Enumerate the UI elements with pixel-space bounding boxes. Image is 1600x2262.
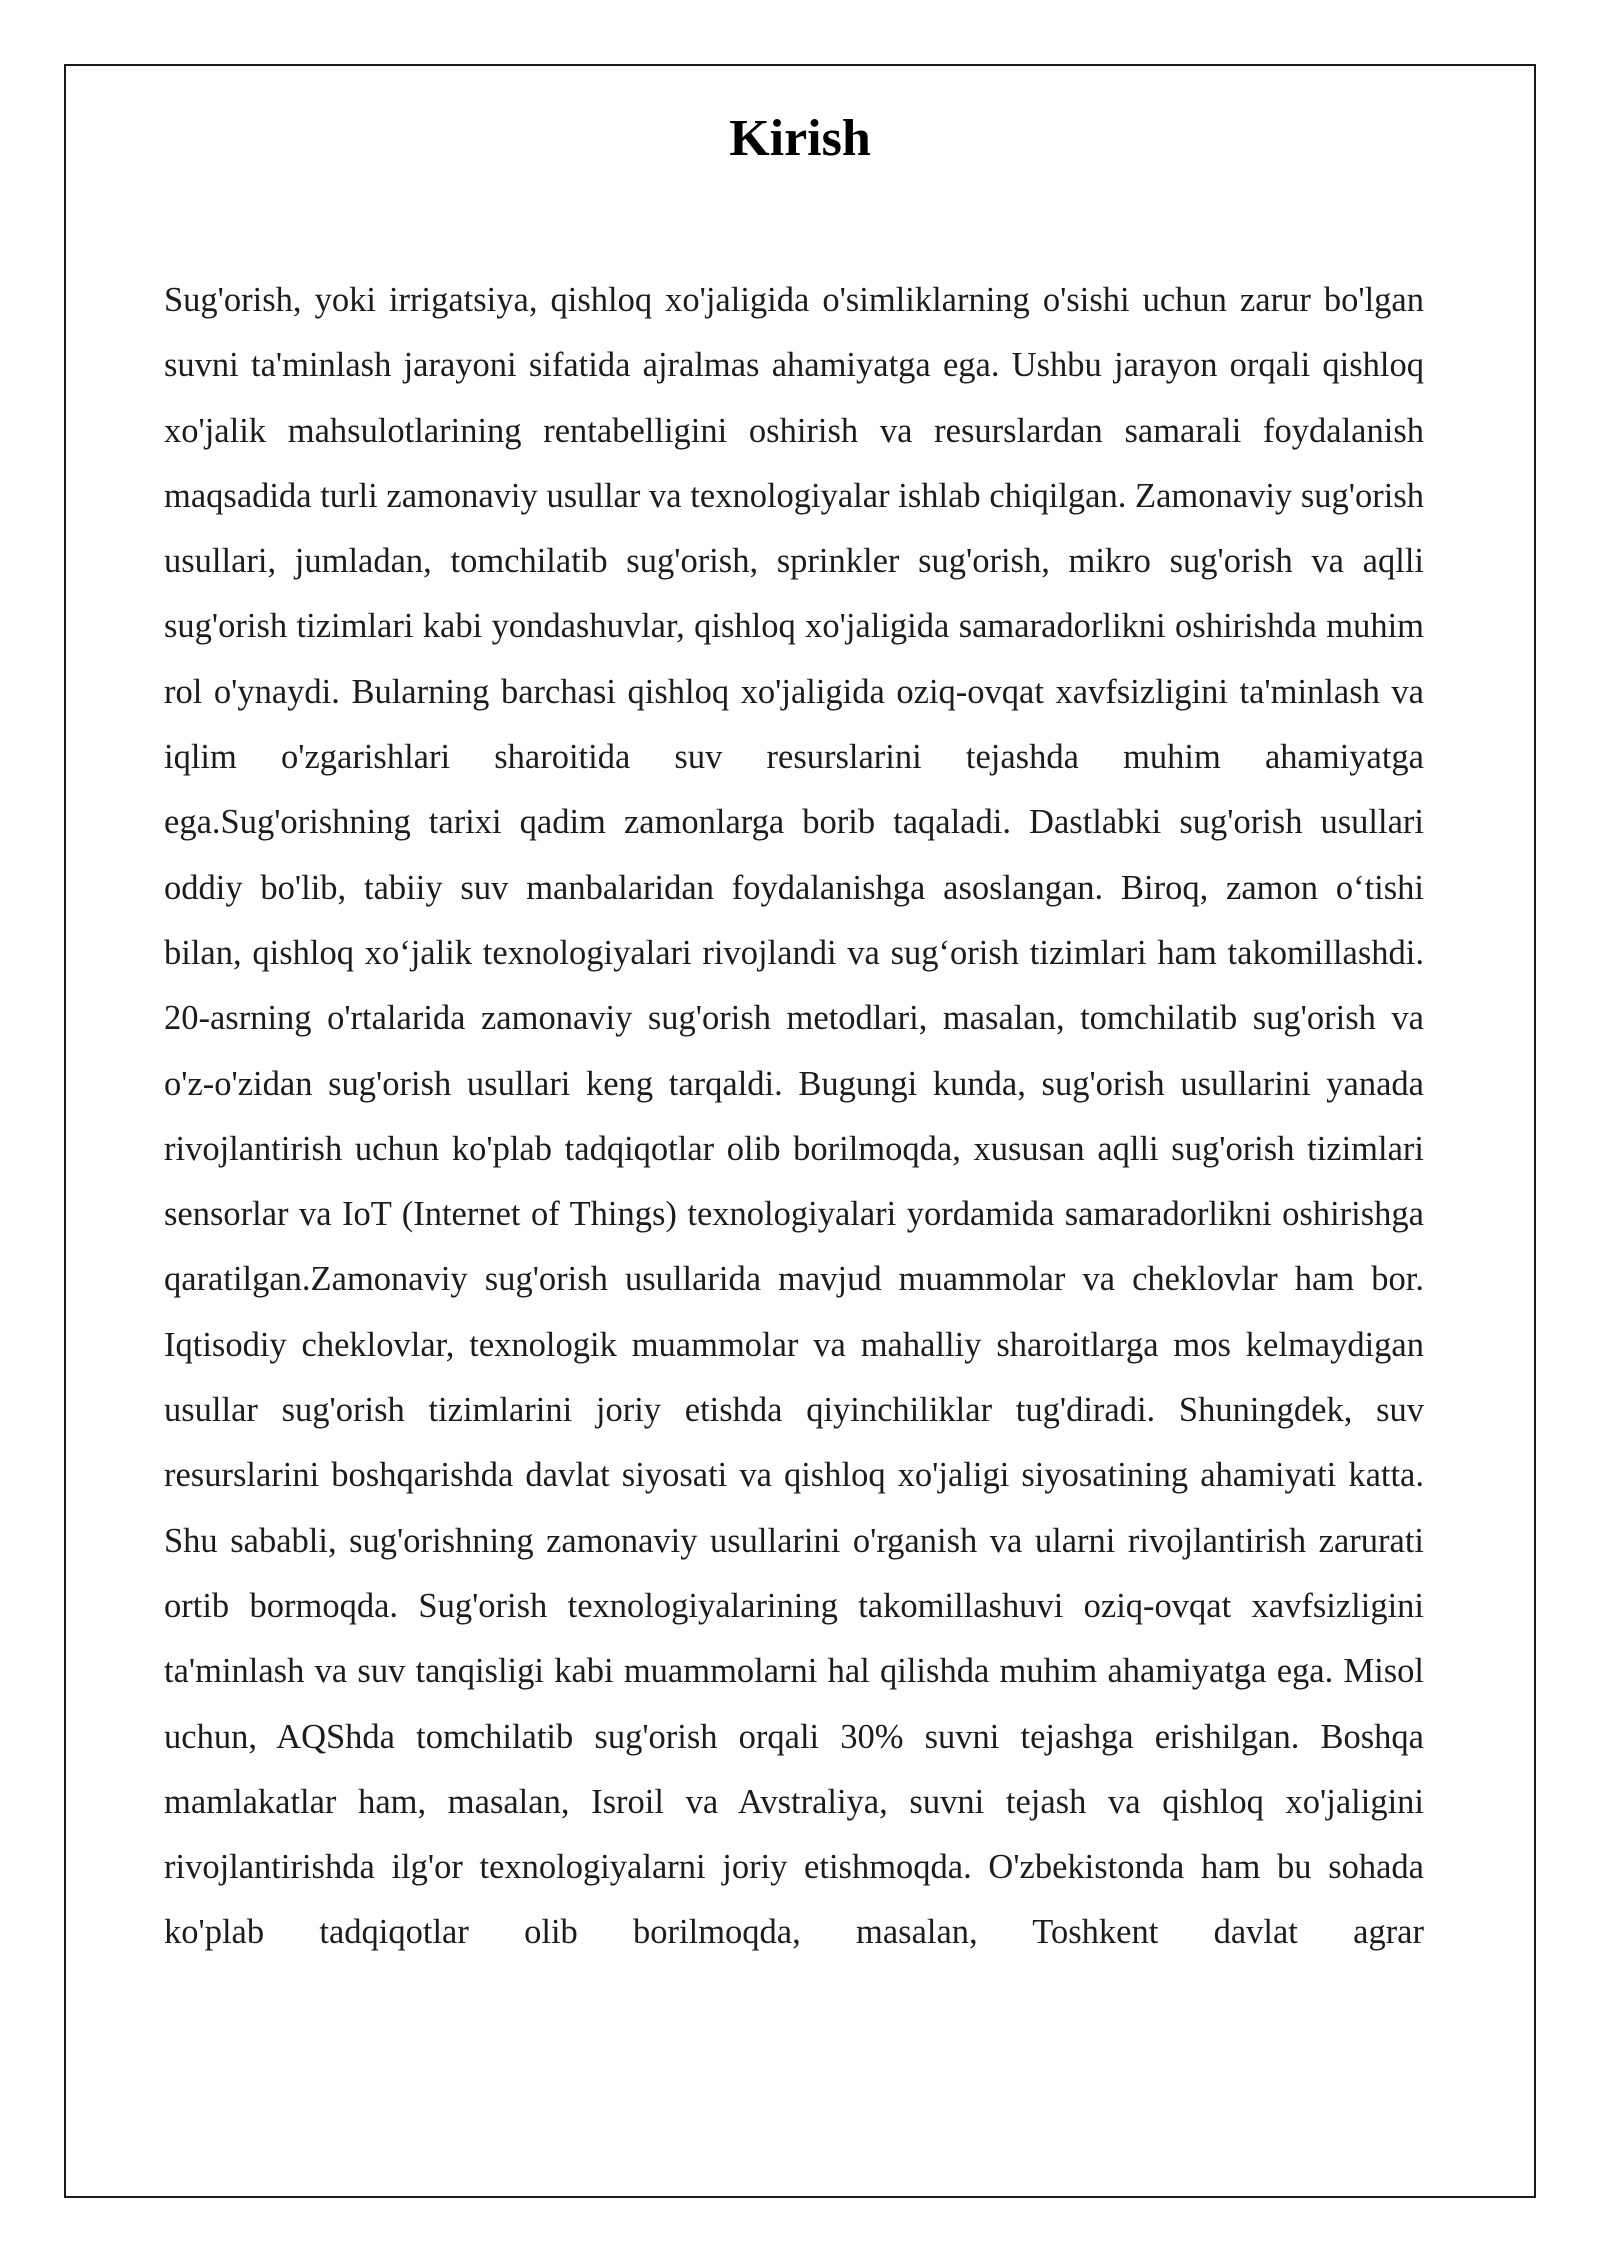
body-paragraph: Sug'orish, yoki irrigatsiya, qishloq xo'jaligida o'simliklarning o'sishi uchun zarur bo'lgan suvni ta'minlash jarayoni sifatida ajralmas ahamiyatga ega. Ushbu jarayon orqali qishloq xo'jalik mahsulotlarining rentabelligini oshirish va resurslardan samarali foydalanish maqsadida turli zamonaviy usullar va texnologiyalar ishlab chiqilgan. Zamonaviy sug'orish usullari, jumladan, tomchilatib sug'orish, sprinkler sug'orish, mikro sug'orish va aqlli sug'orish tizimlari kabi yondashuvlar, qishloq xo'jaligida samaradorlikni oshirishda muhim rol o'ynaydi. Bularning barchasi qishloq xo'jaligida oziq-ovqat xavfsizligini ta'minlash va iqlim o'zgarishlari sharoitida suv resurslarini tejashda muhim ahamiyatga ega.Sug'orishning tarixi qadim zamonlarga borib taqaladi. Dastlabki sug'orish usullari oddiy bo'lib, tabiiy suv manbalaridan foydalanishga asoslangan. Biroq, zamon o‘tishi bilan, qishloq xo‘jalik texnologiyalari rivojlandi va sug‘orish tizimlari ham takomillashdi. 20-asrning o'rtalarida zamonaviy sug'orish metodlari, masalan, tomchilatib sug'orish va o'z-o'zidan sug'orish usullari keng tarqaldi. Bugungi kunda, sug'orish usullarini yanada rivojlantirish uchun ko'plab tadqiqotlar olib borilmoqda, xususan aqlli sug'orish tizimlari sensorlar va IoT (Internet of Things) texnologiyalari yordamida samaradorlikni oshirishga qaratilgan.Zamonaviy sug'orish usullarida mavjud muammolar va cheklovlar ham bor. Iqtisodiy cheklovlar, texnologik muammolar va mahalliy sharoitlarga mos kelmaydigan usullar sug'orish tizimlarini joriy etishda qiyinchiliklar tug'diradi. Shuningdek, suv resurslarini boshqarishda davlat siyosati va qishloq xo'jaligi siyosatining ahamiyati katta. Shu sababli, sug'orishning zamonaviy usullarini o'rganish va ularni rivojlantirish zarurati ortib bormoqda. Sug'orish texnologiyalarining takomillashuvi oziq-ovqat xavfsizligini ta'minlash va suv tanqisligi kabi muammolarni hal qilishda muhim ahamiyatga ega. Misol uchun, AQShda tomchilatib sug'orish orqali 30% suvni tejashga erishilgan. Boshqa mamlakatlar ham, masalan, Isroil va Avstraliya, suvni tejash va qishloq xo'jaligini rivojlantirishda ilg'or texnologiyalarni joriy etishmoqda. O'zbekistonda ham bu sohada ko'plab tadqiqotlar olib borilmoqda, masalan, Toshkent davlat agrar bbox=[164, 281, 1424, 1952]
page-title: Kirish bbox=[729, 110, 871, 167]
